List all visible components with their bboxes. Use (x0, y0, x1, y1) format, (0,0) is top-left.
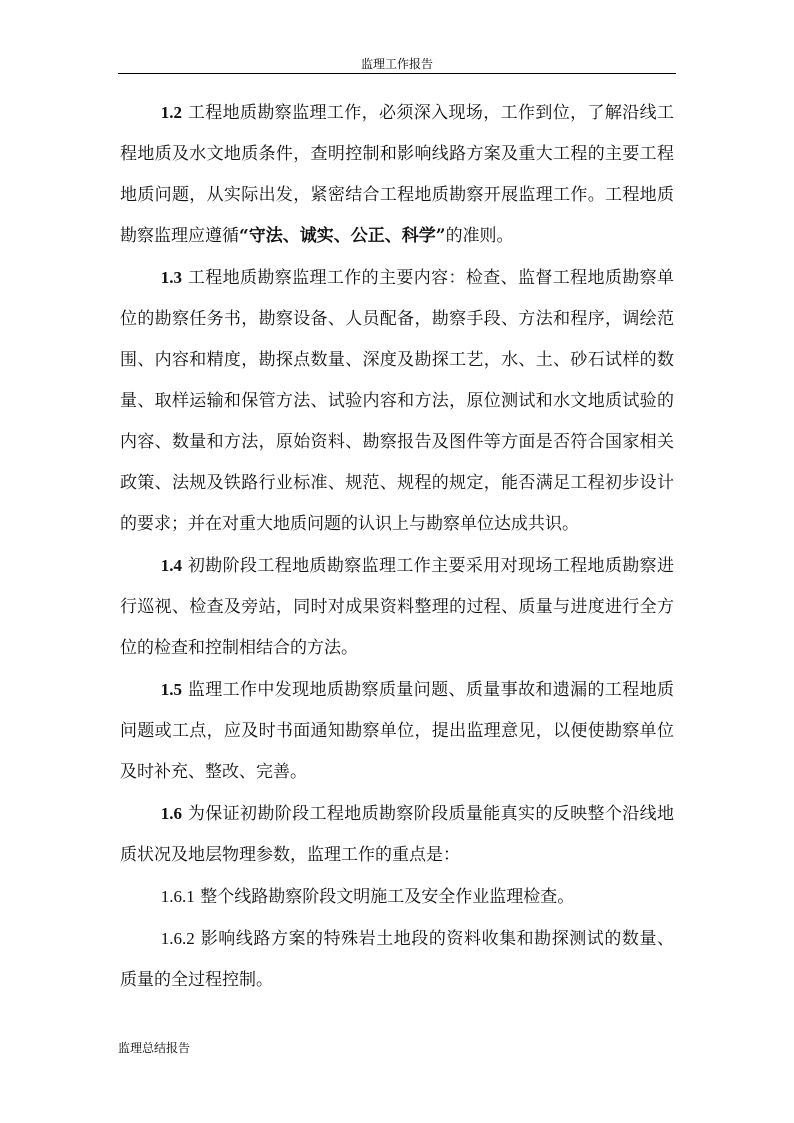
paragraph-1-4 (120, 545, 674, 669)
paragraph-text: 初勘阶段工程地质勘察监理工作主要采用对现场工程地质勘察进行巡视、检查及旁站，同时对成果资料整理的过程、质量与进度进行全方位的检查和控制相结合的方法。 (120, 556, 674, 658)
paragraph-text: 监理工作中发现地质勘察质量问题、质量事故和遗漏的工程地质问题或工点，应及时书面通知勘察单位，提出监理意见，以便使勘察单位及时补充、整改、完善。 (120, 680, 674, 782)
paragraph-1-6-1 (120, 876, 674, 918)
paragraph-text: 为保证初勘阶段工程地质勘察阶段质量能真实的反映整个沿线地质状况及地层物理参数，监理工作的重点是： (120, 804, 674, 865)
section-number: 1.6 (160, 804, 183, 823)
paragraph-1-5 (120, 669, 674, 793)
section-number: 1.6.1 (160, 887, 195, 906)
section-number: 1.2 (160, 103, 183, 122)
section-number: 1.3 (160, 268, 183, 287)
header-divider (118, 73, 676, 74)
paragraph-text: 整个线路勘察阶段文明施工及安全作业监理检查。 (200, 887, 575, 907)
paragraph-1-2 (120, 92, 674, 257)
emphasized-principles: “守法、诚实、公正、科学” (239, 226, 446, 246)
document-body (120, 92, 674, 1001)
section-number: 1.5 (160, 680, 183, 699)
paragraph-text: 工程地质勘察监理工作，必须深入现场，工作到位，了解沿线工程地质及水文地质条件，查明控制和影响线路方案及重大工程的主要工程地质问题，从实际出发，紧密结合工程地质勘察开展监理工作。工程地质勘察监理应遵循 (120, 103, 674, 246)
section-number: 1.4 (160, 556, 183, 575)
paragraph-text: 影响线路方案的特殊岩土地段的资料收集和勘探测试的数量、质量的全过程控制。 (120, 929, 674, 990)
paragraph-1-6 (120, 793, 674, 876)
paragraph-1-3 (120, 257, 674, 545)
page-header: 监理工作报告 (360, 57, 433, 71)
paragraph-text: 工程地质勘察监理工作的主要内容：检查、监督工程地质勘察单位的勘察任务书，勘察设备、人员配备，勘察手段、方法和程序，调绘范围、内容和精度，勘探点数量、深度及勘探工艺，水、土、砂石试样的数量、取样运输和保管方法、试验内容和方法，原位测试和水文地质试验的内容、数量和方法，原始资料、勘察报告及图件等方面是否符合国家相关政策、法规及铁路行业标准、规范、规程的规定，能否满足工程初步设计的要求；并在对重大地质问题的认识上与勘察单位达成共识。 (120, 268, 674, 534)
section-number: 1.6.2 (160, 929, 195, 948)
paragraph-1-6-2 (120, 918, 674, 1001)
paragraph-text-end: 的准则。 (445, 226, 514, 246)
page-footer: 监理总结报告 (118, 1041, 191, 1055)
